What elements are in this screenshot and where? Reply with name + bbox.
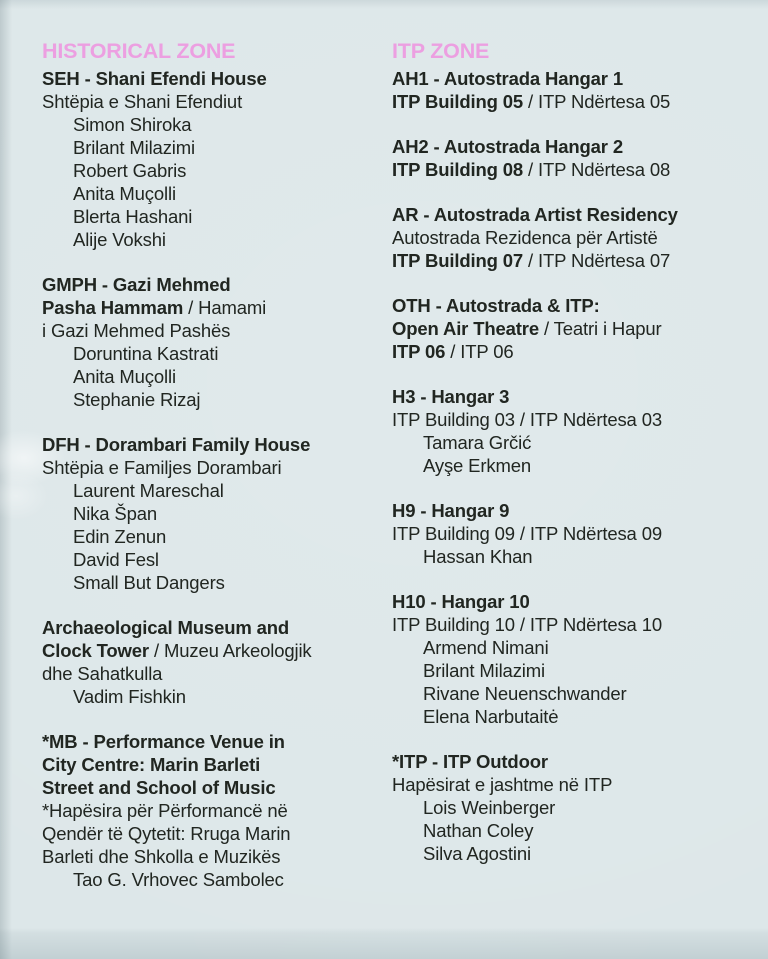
venue-text: Shtëpia e Familjes Dorambari (42, 457, 282, 478)
venue-text-bold: Street and School of Music (42, 777, 276, 798)
artist-name (392, 796, 768, 819)
venue-title-line (392, 750, 768, 773)
venue-section (42, 730, 392, 891)
zone-sections (42, 67, 392, 891)
venue-text: David Fesl (73, 549, 159, 570)
venue-text-bold: AR - Autostrada Artist Residency (392, 204, 678, 225)
venue-text: Tamara Grčić (423, 432, 532, 453)
artist-name (42, 548, 392, 571)
venue-section (42, 433, 392, 594)
venue-text: / ITP 06 (445, 341, 514, 362)
venue-text: Lois Weinberger (423, 797, 556, 818)
venue-text-bold: Archaeological Museum and (42, 617, 290, 638)
venue-subtitle-line (42, 90, 392, 113)
venue-title-line (42, 296, 392, 319)
venue-text: Alije Vokshi (73, 229, 166, 250)
venue-text-bold: City Centre: Marin Barleti (42, 754, 261, 775)
venue-section (392, 135, 768, 181)
artist-name (42, 159, 392, 182)
artist-name (42, 113, 392, 136)
zone-sections (392, 67, 768, 865)
venue-section (392, 203, 768, 272)
venue-text: Doruntina Kastrati (73, 343, 219, 364)
venue-text-bold: ITP Building 05 (392, 91, 524, 112)
venue-title-line (392, 67, 768, 90)
venue-text: Autostrada Rezidenca për Artistë (392, 227, 658, 248)
venue-section (392, 750, 768, 865)
venue-text: / ITP Ndërtesa 07 (523, 250, 671, 271)
venue-text-bold: AH2 - Autostrada Hangar 2 (392, 136, 623, 157)
venue-text-bold: GMPH - Gazi Mehmed (42, 274, 231, 295)
artist-name (42, 525, 392, 548)
venue-title-line (42, 616, 392, 639)
venue-text-bold: Clock Tower (42, 640, 149, 661)
venue-text: Brilant Milazimi (423, 660, 545, 681)
venue-subtitle-line (392, 249, 768, 272)
venue-section (42, 273, 392, 411)
venue-text: Nika Špan (73, 503, 158, 524)
venue-subtitle-line (392, 408, 768, 431)
venue-text: ITP Building 10 / ITP Ndërtesa 10 (392, 614, 662, 635)
venue-text: ITP Building 09 / ITP Ndërtesa 09 (392, 523, 662, 544)
venue-title-line (392, 317, 768, 340)
venue-text-bold: Open Air Theatre (392, 318, 540, 339)
venue-text: Silva Agostini (423, 843, 531, 864)
venue-title-line (42, 639, 392, 662)
venue-subtitle-line (392, 226, 768, 249)
venue-text-bold: Pasha Hammam (42, 297, 184, 318)
artist-name (42, 228, 392, 251)
venue-section (392, 385, 768, 477)
artist-name (392, 659, 768, 682)
venue-text: Anita Muçolli (73, 366, 176, 387)
zone-title: ITP ZONE (392, 39, 490, 63)
venue-text-bold: ITP 06 (392, 341, 446, 362)
venue-title-line (392, 135, 768, 158)
zone-title: HISTORICAL ZONE (42, 39, 236, 63)
venue-text-bold: *MB - Performance Venue in (42, 731, 285, 752)
venue-subtitle-line (42, 822, 392, 845)
venue-text-bold: OTH - Autostrada & ITP: (392, 295, 600, 316)
venue-text-bold: SEH - Shani Efendi House (42, 68, 267, 89)
venue-text: Shtëpia e Shani Efendiut (42, 91, 243, 112)
venue-text: Hassan Khan (423, 546, 533, 567)
historical-zone-column (42, 38, 392, 913)
venue-section (392, 499, 768, 568)
venue-subtitle-line (392, 613, 768, 636)
venue-text: / Muzeu Arkeologjik (148, 640, 312, 661)
artist-name (42, 388, 392, 411)
artist-name (392, 705, 768, 728)
venue-subtitle-line (392, 773, 768, 796)
venue-subtitle-line (392, 158, 768, 181)
venue-title-line (42, 730, 392, 753)
artist-name (42, 685, 392, 708)
venue-section (392, 294, 768, 363)
artist-name (42, 182, 392, 205)
venue-text-bold: ITP Building 07 (392, 250, 524, 271)
venue-text: Anita Muçolli (73, 183, 176, 204)
venue-text: i Gazi Mehmed Pashës (42, 320, 231, 341)
venue-text-bold: H10 - Hangar 10 (392, 591, 530, 612)
artist-name (392, 682, 768, 705)
venue-text: / Teatri i Hapur (539, 318, 662, 339)
artist-name (42, 571, 392, 594)
venue-subtitle-line (42, 662, 392, 685)
venue-text: / ITP Ndërtesa 08 (523, 159, 671, 180)
venue-subtitle-line (42, 319, 392, 342)
venue-text: / ITP Ndërtesa 05 (523, 91, 671, 112)
venue-text: / Hamami (183, 297, 267, 318)
venue-text-bold: ITP Building 08 (392, 159, 524, 180)
venue-text: dhe Sahatkulla (42, 663, 163, 684)
venue-text: Simon Shiroka (73, 114, 192, 135)
artist-name (42, 136, 392, 159)
venue-text: *Hapësira për Përformancë në (42, 800, 288, 821)
venue-text-bold: AH1 - Autostrada Hangar 1 (392, 68, 623, 89)
venue-text: Nathan Coley (423, 820, 534, 841)
venue-section (42, 616, 392, 708)
itp-zone-column (392, 38, 768, 913)
venue-text: Barleti dhe Shkolla e Muzikës (42, 846, 281, 867)
venue-text: Laurent Mareschal (73, 480, 224, 501)
venue-text: Elena Narbutaitė (423, 706, 559, 727)
venue-text: Ayşe Erkmen (423, 455, 532, 476)
venue-title-line (392, 385, 768, 408)
venue-subtitle-line (42, 456, 392, 479)
venue-title-line (392, 499, 768, 522)
venue-text: Vadim Fishkin (73, 686, 186, 707)
venue-title-line (42, 433, 392, 456)
artist-name (42, 502, 392, 525)
artist-name (42, 342, 392, 365)
venue-title-line (392, 294, 768, 317)
venue-text: Blerta Hashani (73, 206, 193, 227)
venue-text: Rivane Neuenschwander (423, 683, 627, 704)
artist-name (392, 454, 768, 477)
venue-section (42, 67, 392, 251)
venue-text-bold: DFH - Dorambari Family House (42, 434, 311, 455)
venue-subtitle-line (42, 845, 392, 868)
venue-text: Tao G. Vrhovec Sambolec (73, 869, 284, 890)
venue-title-line (42, 67, 392, 90)
venue-title-line (42, 776, 392, 799)
artist-name (42, 868, 392, 891)
artist-name (392, 819, 768, 842)
venue-text: ITP Building 03 / ITP Ndërtesa 03 (392, 409, 662, 430)
venue-text: Robert Gabris (73, 160, 187, 181)
venue-title-line (42, 273, 392, 296)
venue-text: Brilant Milazimi (73, 137, 195, 158)
venue-text: Edin Zenun (73, 526, 167, 547)
venue-text: Qendër të Qytetit: Rruga Marin (42, 823, 291, 844)
venue-text: Stephanie Rizaj (73, 389, 201, 410)
venue-subtitle-line (392, 340, 768, 363)
artist-name (392, 636, 768, 659)
artist-name (42, 205, 392, 228)
artist-name (392, 545, 768, 568)
artist-name (392, 842, 768, 865)
venue-text: Armend Nimani (423, 637, 549, 658)
venue-section (392, 590, 768, 728)
venue-title-line (392, 590, 768, 613)
venue-section (392, 67, 768, 113)
artist-name (42, 365, 392, 388)
artist-name (42, 479, 392, 502)
venue-text: Hapësirat e jashtme në ITP (392, 774, 613, 795)
venue-title-line (392, 203, 768, 226)
venue-subtitle-line (42, 799, 392, 822)
venue-subtitle-line (392, 522, 768, 545)
venue-text-bold: H9 - Hangar 9 (392, 500, 510, 521)
artist-name (392, 431, 768, 454)
venue-subtitle-line (392, 90, 768, 113)
venue-text-bold: H3 - Hangar 3 (392, 386, 510, 407)
venue-text: Small But Dangers (73, 572, 225, 593)
venue-title-line (42, 753, 392, 776)
venue-text-bold: *ITP - ITP Outdoor (392, 751, 548, 772)
